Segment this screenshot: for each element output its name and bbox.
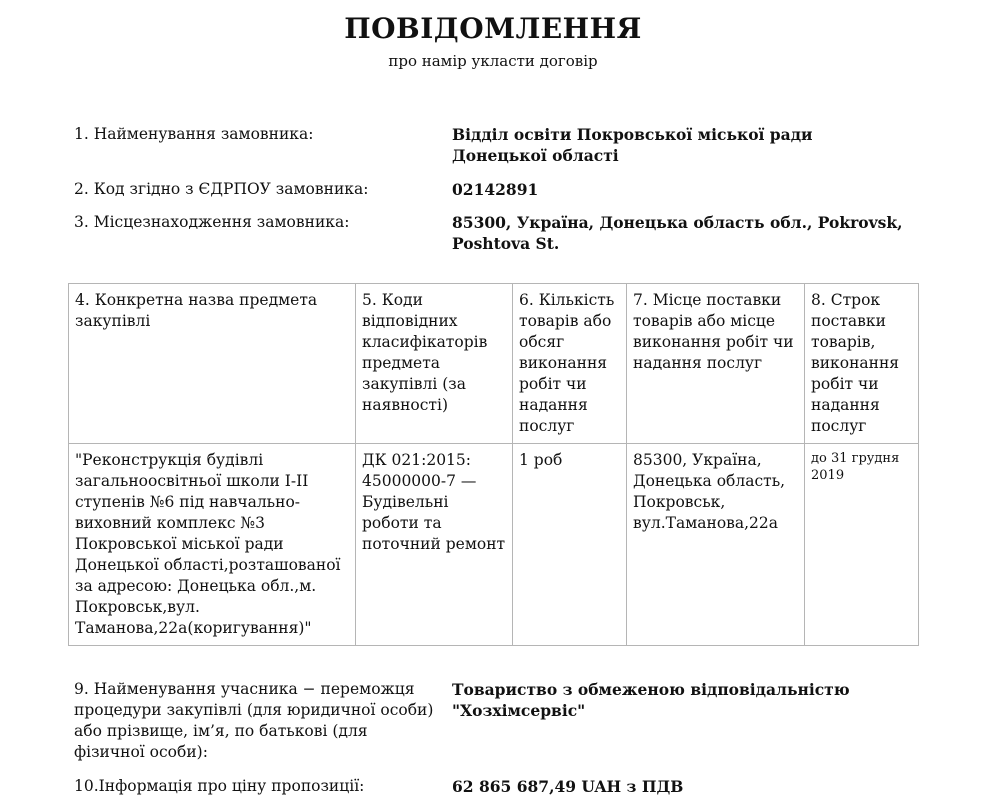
- customer-name-label: 1. Найменування замовника:: [74, 125, 314, 143]
- table-header-row: [69, 284, 919, 444]
- edrpou-label: 2. Код згідно з ЄДРПОУ замовника:: [74, 180, 369, 198]
- edrpou-value: 02142891: [452, 180, 539, 199]
- table-row: [69, 444, 919, 646]
- cell-classifier-codes: ДК 021:2015: 45000000-7 — Будівельні роботи та поточний ремонт: [356, 444, 513, 646]
- cell-quantity: 1 роб: [513, 444, 627, 646]
- customer-name-value: Відділ освіти Покровської міської ради Донецької області: [452, 125, 813, 165]
- cell-delivery-term: до 31 грудня 2019: [805, 444, 919, 646]
- header-quantity: 6. Кількість товарів або обсяг виконання робіт чи надання послуг: [513, 284, 627, 444]
- winner-label: 9. Найменування учасника − переможця процедури закупівлі (для юридичної особи) або прізвище, ім’я, по батькові (для фізичної особи):: [74, 680, 434, 761]
- winner-value: Товариство з обмеженою відповідальністю "Хозхімсервіс": [452, 680, 850, 720]
- page-title: ПОВІДОМЛЕННЯ: [344, 12, 642, 45]
- cell-subject-name: "Реконструкція будівлі загальноосвітньої школи І-ІІ ступенів №6 під навчально-виховний комплекс №3 Покровської міської ради Донецької області,розташованої за адресою: Донецька обл.,м. Покровськ,вул. Таманова,22а(коригування)": [69, 444, 356, 646]
- header-delivery-term: 8. Строк поставки товарів, виконання робіт чи надання послуг: [805, 284, 919, 444]
- cell-delivery-place: 85300, Україна, Донецька область, Покровськ, вул.Таманова,22а: [627, 444, 805, 646]
- procurement-table: [68, 283, 919, 646]
- header-subject-name: 4. Конкретна назва предмета закупівлі: [69, 284, 356, 444]
- header-delivery-place: 7. Місце поставки товарів або місце виконання робіт чи надання послуг: [627, 284, 805, 444]
- price-value: 62 865 687,49 UAH з ПДВ: [452, 777, 684, 796]
- price-label: 10.Інформація про ціну пропозиції:: [74, 777, 365, 795]
- page-subtitle: про намір укласти договір: [388, 52, 598, 70]
- header-classifier-codes: 5. Коди відповідних класифікаторів предмета закупівлі (за наявності): [356, 284, 513, 444]
- location-label: 3. Місцезнаходження замовника:: [74, 213, 350, 231]
- location-value: 85300, Україна, Донецька область обл., Pokrovsk, Poshtova St.: [452, 213, 903, 253]
